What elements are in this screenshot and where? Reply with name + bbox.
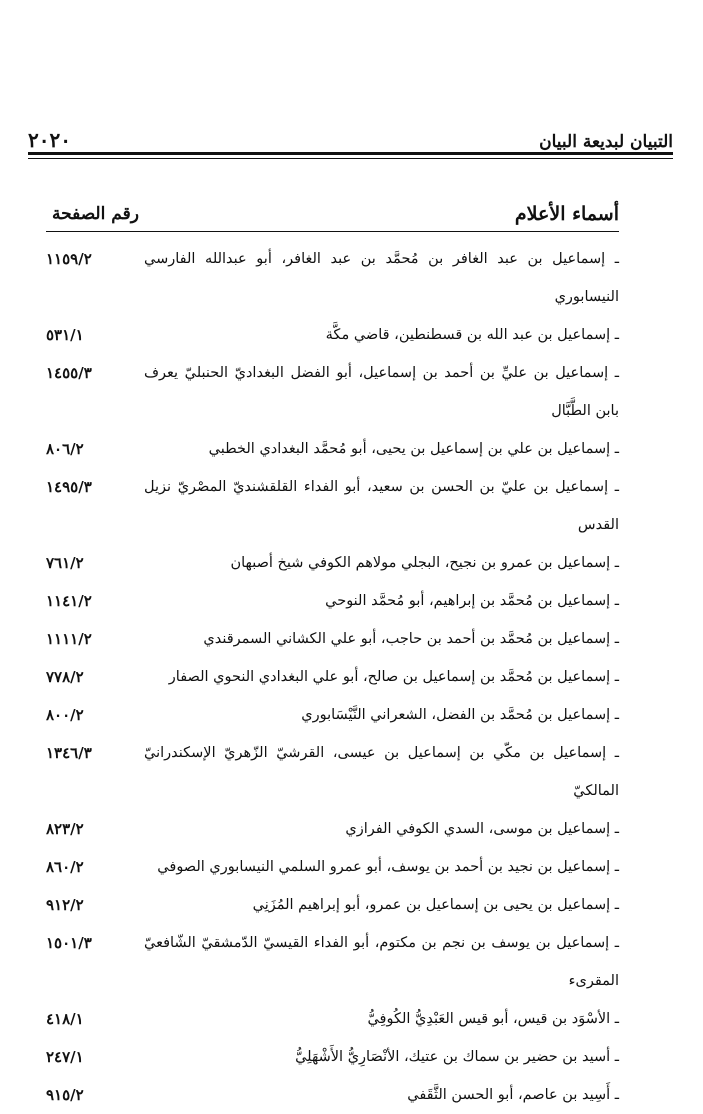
entry-page-ref: ٨٠٦/٢ <box>46 440 84 458</box>
table-header-rule <box>46 231 619 232</box>
entry-name: ـ إسماعيل بن علي بن إسماعيل بن يحيى، أبو مُحمَّد البغدادي الخطبي <box>208 441 619 457</box>
book-title: التبيان لبديعة البيان <box>539 132 673 152</box>
running-header <box>28 112 673 152</box>
entry-name: ـ إسماعيل بن مُحمَّد بن الفضل، الشعراني النَّيْسَابوري <box>301 707 619 723</box>
entry-page-ref: ٩١٥/٢ <box>46 1086 84 1104</box>
entry-page-ref: ١١٥٩/٢ <box>46 250 92 268</box>
index-entry <box>46 886 619 924</box>
index-entry <box>46 582 619 620</box>
entry-name: ـ إسماعيل بن مُحمَّد بن إبراهيم، أبو مُحمَّد النوحي <box>325 593 619 609</box>
page-column-header: رقم الصفحة <box>52 204 139 224</box>
entry-name: ـ إسماعيل بن عبد الغافر بن مُحمَّد بن عبد الغافر، أبو عبدالله الفارسي النيسابوري <box>144 251 619 305</box>
entry-page-ref: ١٥٠١/٣ <box>46 934 92 952</box>
page-number: ٢٠٢٠ <box>28 128 71 152</box>
header-rule <box>28 152 673 155</box>
index-table-header <box>46 198 619 230</box>
header-rule-thin <box>28 158 673 159</box>
index-entry <box>46 316 619 354</box>
entry-name: ـ إسماعيل بن عليِّ بن أحمد بن إسماعيل، أبو الفضل البغداديّ الحنبليّ يعرف بابن الطَّبَّال <box>144 365 619 419</box>
index-entry <box>46 734 619 810</box>
names-column-header: أسماء الأعلام <box>514 203 619 225</box>
entry-name: ـ إسماعيل بن مكّي بن إسماعيل بن عيسى، القرشيّ الزّهريّ الإسكندرانيّ المالكيّ <box>144 745 619 799</box>
index-entries <box>46 240 619 1114</box>
entry-page-ref: ١١٤١/٢ <box>46 592 92 610</box>
entry-name: ـ أسيد بن حضير بن سماك بن عتيك، الأنْصَارِيُّ الأَشْهَلِيُّ <box>295 1049 619 1065</box>
index-entry <box>46 240 619 316</box>
entry-page-ref: ٨٠٠/٢ <box>46 706 84 724</box>
index-entry <box>46 1000 619 1038</box>
index-entry <box>46 1076 619 1114</box>
entry-page-ref: ٩١٢/٢ <box>46 896 84 914</box>
index-entry <box>46 658 619 696</box>
index-entry <box>46 696 619 734</box>
entry-page-ref: ٨٦٠/٢ <box>46 858 84 876</box>
index-entry <box>46 1038 619 1076</box>
entry-page-ref: ٤١٨/١ <box>46 1010 84 1028</box>
entry-page-ref: ٧٦١/٢ <box>46 554 84 572</box>
index-entry <box>46 544 619 582</box>
entry-page-ref: ٢٤٧/١ <box>46 1048 84 1066</box>
entry-name: ـ الأسْوَد بن قيس، أبو قيس العَبْدِيُّ الكُوفِيُّ <box>367 1011 619 1027</box>
entry-name: ـ إسماعيل بن يوسف بن نجم بن مكتوم، أبو الفداء القيسيّ الدّمشقيّ الشّافعيّ المقرىء <box>144 935 619 989</box>
index-entry <box>46 468 619 544</box>
entry-name: ـ إسماعيل بن مُحمَّد بن إسماعيل بن صالح، أبو علي البغدادي النحوي الصفار <box>168 669 619 685</box>
entry-name: ـ إسماعيل بن نجيد بن أحمد بن يوسف، أبو عمرو السلمي النيسابوري الصوفي <box>157 859 619 875</box>
entry-name: ـ إسماعيل بن يحيى بن إسماعيل بن عمرو، أبو إبراهيم المُزَنِي <box>252 897 619 913</box>
entry-page-ref: ٧٧٨/٢ <box>46 668 84 686</box>
entry-name: ـ أَسِيد بن عاصم، أبو الحسن الثَّقَفي <box>407 1087 619 1103</box>
index-entry <box>46 848 619 886</box>
entry-page-ref: ١٣٤٦/٣ <box>46 744 92 762</box>
index-entry <box>46 354 619 430</box>
entry-name: ـ إسماعيل بن عبد الله بن قسطنطين، قاضي مكَّة <box>325 327 619 343</box>
entry-name: ـ إسماعيل بن عمرو بن نجيح، البجلي مولاهم الكوفي شيخ أصبهان <box>230 555 619 571</box>
entry-name: ـ إسماعيل بن موسى، السدي الكوفي الفرازي <box>345 821 619 837</box>
index-entry <box>46 620 619 658</box>
entry-page-ref: ٨٢٣/٢ <box>46 820 84 838</box>
index-entry <box>46 810 619 848</box>
index-entry <box>46 430 619 468</box>
entry-name: ـ إسماعيل بن عليّ بن الحسن بن سعيد، أبو الفداء القلقشنديّ المصْريّ نزيل القدس <box>144 479 619 533</box>
index-entry <box>46 924 619 1000</box>
entry-page-ref: ٥٣١/١ <box>46 326 84 344</box>
entry-page-ref: ١٤٩٥/٣ <box>46 478 92 496</box>
entry-name: ـ إسماعيل بن مُحمَّد بن أحمد بن حاجب، أبو علي الكشاني السمرقندي <box>203 631 619 647</box>
entry-page-ref: ١١١١/٢ <box>46 630 92 648</box>
entry-page-ref: ١٤٥٥/٣ <box>46 364 92 382</box>
